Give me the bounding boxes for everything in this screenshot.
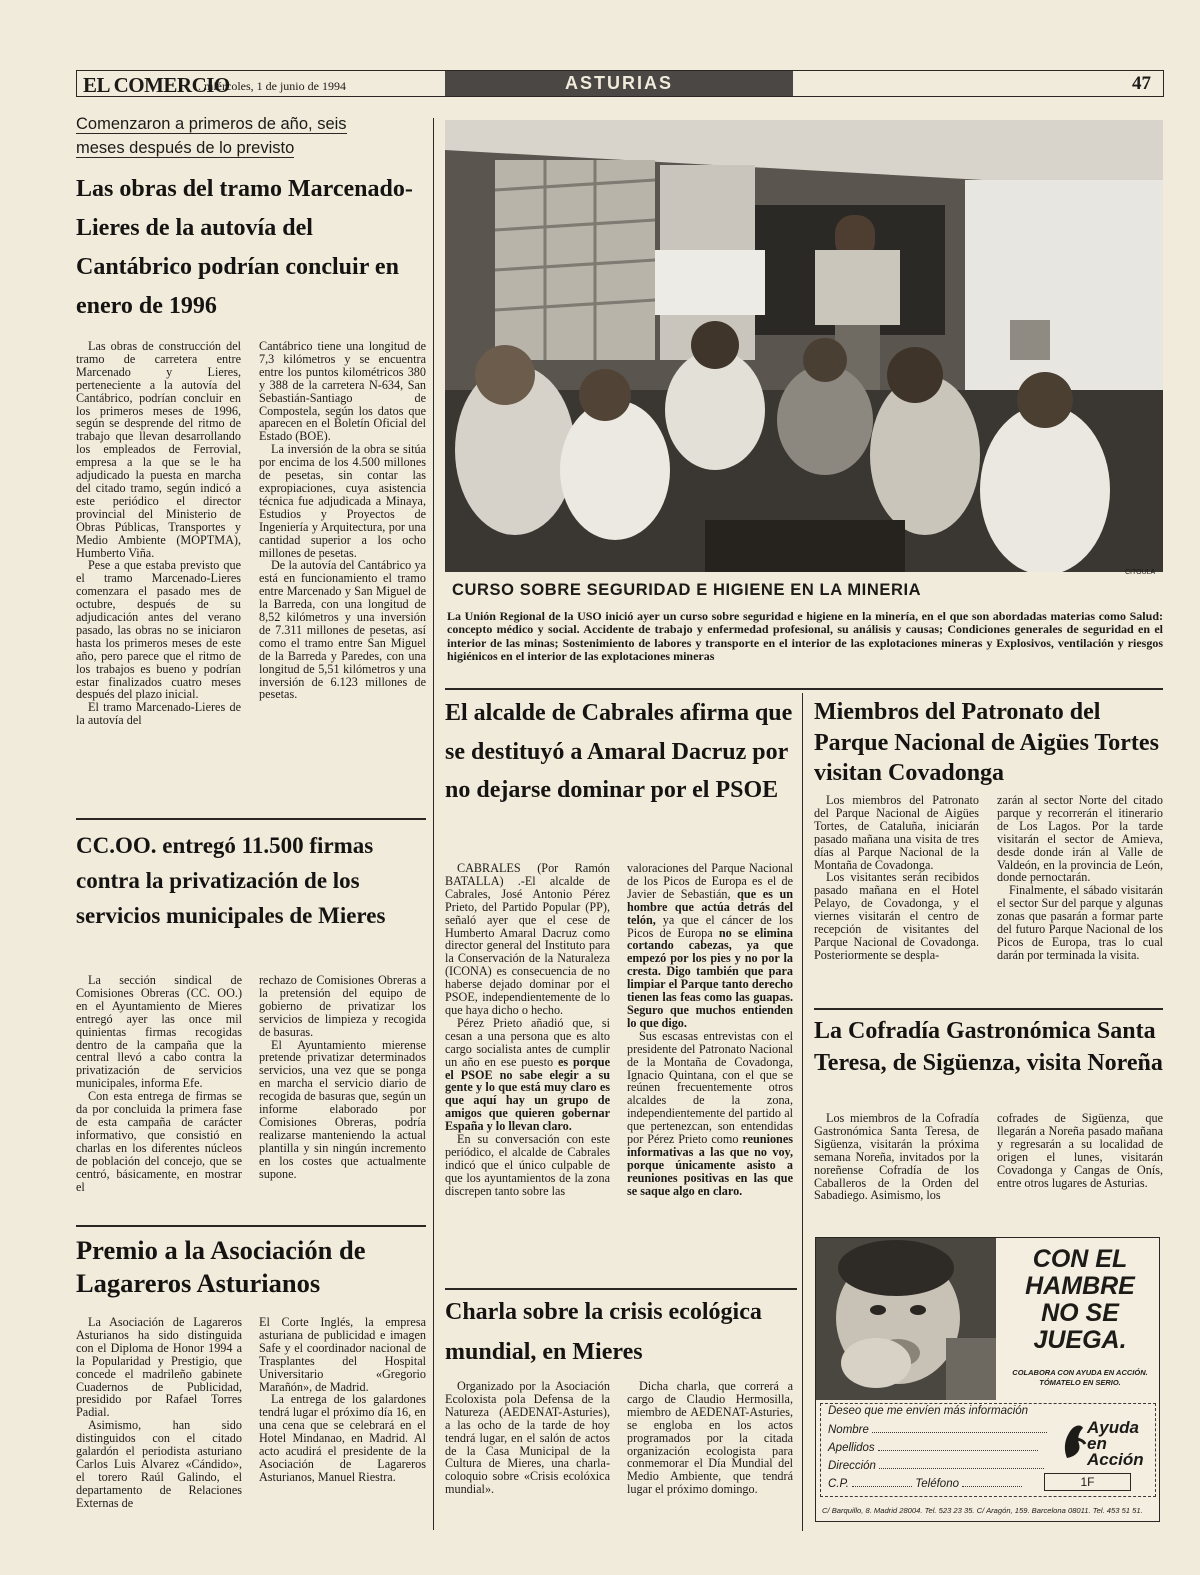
page-number: 47 bbox=[1132, 73, 1151, 94]
article5-col1 bbox=[445, 1380, 610, 1496]
paragraph: CABRALES (Por Ramón BATALLA) .-El alcalde de Cabrales, José Antonio Pérez Prieto, del Partido Popular (PP), señaló ayer que el cese de Humberto Amaral Dacruz como director general del Instituto para la Conservación de la Naturaleza (ICONA) es consecuencia de no haberse dejado dominar por el PSOE, independientemente de lo que haya dicho o hecho. bbox=[445, 861, 610, 1017]
paragraph: La Asociación de Lagareros Asturianos ha sido distinguida con el Diploma de Honor 1994 a la Popularidad y Prestigio, que concede el madrileño gabinete Cuadernos de Publicidad, presidido por Rafael Torres Padial. bbox=[76, 1315, 242, 1420]
article6-headline: Miembros del Patronato del Parque Nacional de Aigües Tortes visitan Covadonga bbox=[814, 699, 1159, 786]
article3-col2 bbox=[259, 1316, 426, 1484]
paragraph: valoraciones del Parque Nacional de los Picos de Europa es el de Javier de Sebastián, que es un hombre que actúa detrás del telón, ya que el cáncer de los Picos de Europa no se elimina cortando cabezas, ya que empezó por los pies y no por la cresta. Digo también que para limpiar el Parque tanto derecho tienen las feas como las guapas. Seguro que muchos entienden lo que digo. bbox=[627, 861, 793, 1030]
paragraph: Con esta entrega de firmas se da por concluida la primera fase de esta campaña de carácter informativo, que consistió en charlas en los diferentes núcleos de población del concejo, que se centró, básicamente, en mostrar el bbox=[76, 1089, 242, 1194]
coupon-title: Deseo que me envíen más información bbox=[828, 1405, 1029, 1417]
paragraph: Organizado por la Asociación Ecoloxista pola Defensa de la Natureza (AEDENAT-Asturies), a las ocho de la tarde de hoy tendrá lugar, en el salón de actos de la Casa Municipal de la Cultura de Mieres, una charla-coloquio sobre «Crisis ecolóxica mundial». bbox=[445, 1379, 610, 1497]
paragraph: Las obras de construcción del tramo de carretera entre Marcenado y Lieres, perteneciente a la autovía del Cantábrico, podrían concluir en los primeros meses de 1996, según se desprende del ritmo de trabajo que llevan desarrollando los empleados de Ferrovial, empresa a la que se le ha adjudicado la puesta en marcha del citado tramo, según indicó a este periódico el director provincial del Ministerio de Obras Públicas, Transportes y Medio Ambiente (MOPTMA), Humberto Viña. bbox=[76, 339, 241, 560]
article4-col2 bbox=[627, 862, 793, 1198]
divider bbox=[445, 1288, 797, 1290]
paragraph: Sus escasas entrevistas con el presidente del Patronato Nacional de la Montaña de Covadonga, Ignacio Quintana, con el que se reúnen frecuentemente otros alcaldes de la zona, independientemente del partido al que pertenezcan, son entendidas por Pérez Prieto como reuniones informativas a las que no voy, porque únicamente asisto a reuniones positivas en las que se saque algo en claro. bbox=[627, 1028, 793, 1198]
divider bbox=[814, 1008, 1163, 1010]
article3-headline: Premio a la Asociación de Lagareros Asturianos bbox=[76, 1235, 366, 1298]
postal-code-field[interactable]: C.P. Teléfono bbox=[828, 1477, 1022, 1490]
paragraph: La sección sindical de Comisiones Obreras (CC. OO.) en el Ayuntamiento de Mieres entregó ayer las once mil quinientas firmas recogidas dentro de la campaña que la central llevó a cabo contra la privatización de servicios municipales, informa Efe. bbox=[76, 973, 242, 1091]
article1-col1 bbox=[76, 340, 241, 727]
paragraph: cofrades de Sigüenza, que llegarán a Noreña pasado mañana y regresarán a su localidad de origen el lunes, visitarán Covadonga y Cangas de Onís, entre otros lugares de Asturias. bbox=[997, 1111, 1163, 1190]
paragraph: rechazo de Comisiones Obreras a la pretensión del equipo de gobierno de privatizar los servicios de limpieza y recogida de basuras. bbox=[259, 973, 426, 1039]
divider bbox=[445, 688, 1163, 690]
classroom-photo bbox=[445, 120, 1163, 572]
paragraph: De la autovía del Cantábrico ya está en funcionamiento el tramo entre Marcenado y San Miguel de la Barreda, con una longitud de 8,52 kilómetros y una inversión de 7.311 millones de pesetas, así como el tramo entre San Miguel de la Barreda y Paredes, con una longitud de 5,51 kilómetros y una inversión de 6.123 millones de pesetas. bbox=[259, 558, 426, 702]
article7-col2 bbox=[997, 1112, 1163, 1189]
paragraph: La entrega de los galardones tendrá lugar el próximo día 16, en una cena que se celebrará en el Hotel Mindanao, en Madrid. Al acto acudirá el presidente de la Asociación de Lagareros Asturianos, Manuel Riestra. bbox=[259, 1392, 426, 1484]
divider bbox=[76, 818, 426, 820]
newspaper-logo: EL COMERCIO bbox=[83, 73, 230, 97]
article6-col1 bbox=[814, 794, 979, 962]
address-field[interactable]: Dirección bbox=[828, 1459, 1044, 1472]
article2-headline: CC.OO. entregó 11.500 firmas contra la privatización de los servicios municipales de Mieres bbox=[76, 833, 386, 928]
article2-col1 bbox=[76, 974, 242, 1193]
hand-logo-icon bbox=[1061, 1420, 1087, 1460]
column-rule bbox=[433, 118, 434, 1530]
section-banner: ASTURIAS bbox=[445, 71, 793, 96]
article7-headline: La Cofradía Gastronómica Santa Teresa, de Sigüenza, visita Noreña bbox=[814, 1018, 1163, 1076]
paragraph: El tramo Marcenado-Lieres de la autovía del bbox=[76, 700, 241, 728]
article4-headline: El alcalde de Cabrales afirma que se destituyó a Amaral Dacruz por no dejarse dominar por el PSOE bbox=[445, 700, 793, 803]
article5-headline: Charla sobre la crisis ecológica mundial, en Mieres bbox=[445, 1299, 762, 1365]
paragraph: La inversión de la obra se sitúa por encima de los 4.500 millones de pesetas, sin contar las expropiaciones, cuya asistencia técnica fue adjudicada a Minaya, Estudios y Proyectos de Ingeniería y Arquitectura, por una cantidad superior a los ocho millones de pesetas. bbox=[259, 442, 426, 560]
paragraph: zarán al sector Norte del citado parque y recorrerán el itinerario de Los Lagos. Por la tarde visitarán el sector de Amieva, desde donde irán al Valle de Valdeón, en la provincia de León, donde pernoctarán. bbox=[997, 793, 1163, 885]
ad-headline: CON EL HAMBRE NO SE JUEGA. bbox=[1025, 1245, 1135, 1354]
paragraph: Pérez Prieto añadió que, si cesan a una persona que es alto cargo socialista antes de cumplir un año en ese puesto es porque el PSOE no sabe elegir a su gente y lo que está muy claro es que aquí hay un grupo de amigos que quieren gobernar España y lo llevan claro. bbox=[445, 1015, 610, 1134]
ad-code-box: 1F bbox=[1044, 1473, 1131, 1491]
article7-col1 bbox=[814, 1112, 979, 1202]
photo-caption-title: CURSO SOBRE SEGURIDAD E HIGIENE EN LA MINERIA bbox=[452, 581, 922, 599]
issue-date: . miércoles, 1 de junio de 1994 bbox=[198, 79, 346, 93]
article1-col2 bbox=[259, 340, 426, 701]
column-rule bbox=[802, 693, 803, 1531]
name-field[interactable]: Nombre bbox=[828, 1423, 1047, 1436]
article5-col2 bbox=[627, 1380, 793, 1496]
paragraph: Finalmente, el sábado visitarán el sector Sur del parque y algunas zonas que pasarán a formar parte del futuro Parque Nacional de los Picos de Europa, tras lo cual darán por terminada la visita. bbox=[997, 883, 1163, 962]
article3-col1 bbox=[76, 1316, 242, 1510]
child-eating-photo bbox=[816, 1238, 996, 1400]
surname-field[interactable]: Apellidos bbox=[828, 1441, 1038, 1454]
article4-col1 bbox=[445, 862, 610, 1198]
paragraph: Los miembros de la Cofradía Gastronómica Santa Teresa, de Sigüenza, visitarán la próxima semana Noreña, invitados por la noreñense Cofradía de los Caballeros de la Orden del Sabadiego. Asimismo, los bbox=[814, 1111, 979, 1203]
article1-headline: Las obras del tramo Marcenado-Lieres de la autovía del Cantábrico podrían concluir en enero de 1996 bbox=[76, 176, 413, 319]
paragraph: Pese a que estaba previsto que el tramo Marcenado-Lieres comenzara el pasado mes de octubre, después de su adjudicación antes del verano pasado, las obras no se iniciaron hasta los primeros meses de este año, pero parece que el ritmo de los trabajos es bueno y podrían estar finalizados cuatro meses después del plazo inicial. bbox=[76, 558, 241, 702]
paragraph: El Corte Inglés, la empresa asturiana de publicidad e imagen Safe y el coordinador nacional de Trasplantes del Hospital Universitario «Gregorio Marañón», de Madrid. bbox=[259, 1315, 426, 1394]
paragraph: Cantábrico tiene una longitud de 7,3 kilómetros y se encuentra entre los puntos kilométricos 380 y 388 de la carretera N-634, San Sebastián-Santiago de Compostela, según los datos que aparecen en el Boletín Oficial del Estado (BOE). bbox=[259, 339, 426, 444]
paragraph: Asimismo, han sido distinguidos con el citado galardón el periodista asturiano Carlos Luis Alvarez «Cándido», el torero Raúl Galindo, el departamento de Relaciones Externas de bbox=[76, 1418, 242, 1510]
paragraph: Dicha charla, que correrá a cargo de Claudio Hermosilla, miembro de AEDENAT-Asturies, se engloba en los actos programados por la citada organización ecologista para conmemorar el Día Mundial del Medio Ambiente, que tendrá lugar el próximo domingo. bbox=[627, 1379, 793, 1497]
article2-col2 bbox=[259, 974, 426, 1181]
paragraph: Los visitantes serán recibidos pasado mañana en el Hotel Pelayo, de Covadonga, y el viernes visitarán el centro de recepción de visitantes del Parque Nacional de Covadonga. Posteriormente se despla- bbox=[814, 870, 979, 962]
article1-kicker: Comenzaron a primeros de año, seis meses después de lo previsto bbox=[76, 115, 347, 157]
ad-address: C/ Barquillo, 8. Madrid 28004. Tel. 523 23 35. C/ Aragón, 159. Barcelona 08011. Tel. 453 51 51. bbox=[822, 1506, 1143, 1515]
ad-logo: Ayuda en Acción bbox=[1087, 1418, 1144, 1469]
ad-tagline: COLABORA CON AYUDA EN ACCIÓN. TÓMATELO EN SERIO. bbox=[1012, 1368, 1148, 1387]
article6-col2 bbox=[997, 794, 1163, 962]
paragraph: En su conversación con este periódico, el alcalde de Cabrales indicó que el único culpable de que los ayuntamientos de la zona discrepen tanto sobre las bbox=[445, 1132, 610, 1198]
photo-caption: La Unión Regional de la USO inició ayer un curso sobre seguridad e higiene en la minería, en el que son abordadas materias como Salud: concepto médico y social. Accidente de trabajo y enfermedad profesional, su análisis y causas; Condiciones generales de seguridad en el interior de las minas; Sostenimiento de labores y transporte en el interior de las explotaciones mineras y Explosivos, ventilación y riesgos higiénicos en el interior de las explotaciones mineras bbox=[447, 609, 1163, 663]
photo-credit: CITOULA bbox=[1125, 569, 1156, 576]
paragraph: Los miembros del Patronato del Parque Nacional de Aigües Tortes, de Cataluña, iniciarán pasado mañana una visita de tres días al Parque Nacional de la Montaña de Covadonga. bbox=[814, 793, 979, 872]
paragraph: El Ayuntamiento mierense pretende privatizar determinados servicios, una vez que se ponga en marcha el servicio diario de recogida de basuras que, según un informe elaborado por Comisiones Obreras, podría realizarse manteniendo la actual plantilla y sin ningún incremento en los costes que actualmente supone. bbox=[259, 1037, 426, 1181]
divider bbox=[76, 1225, 426, 1227]
